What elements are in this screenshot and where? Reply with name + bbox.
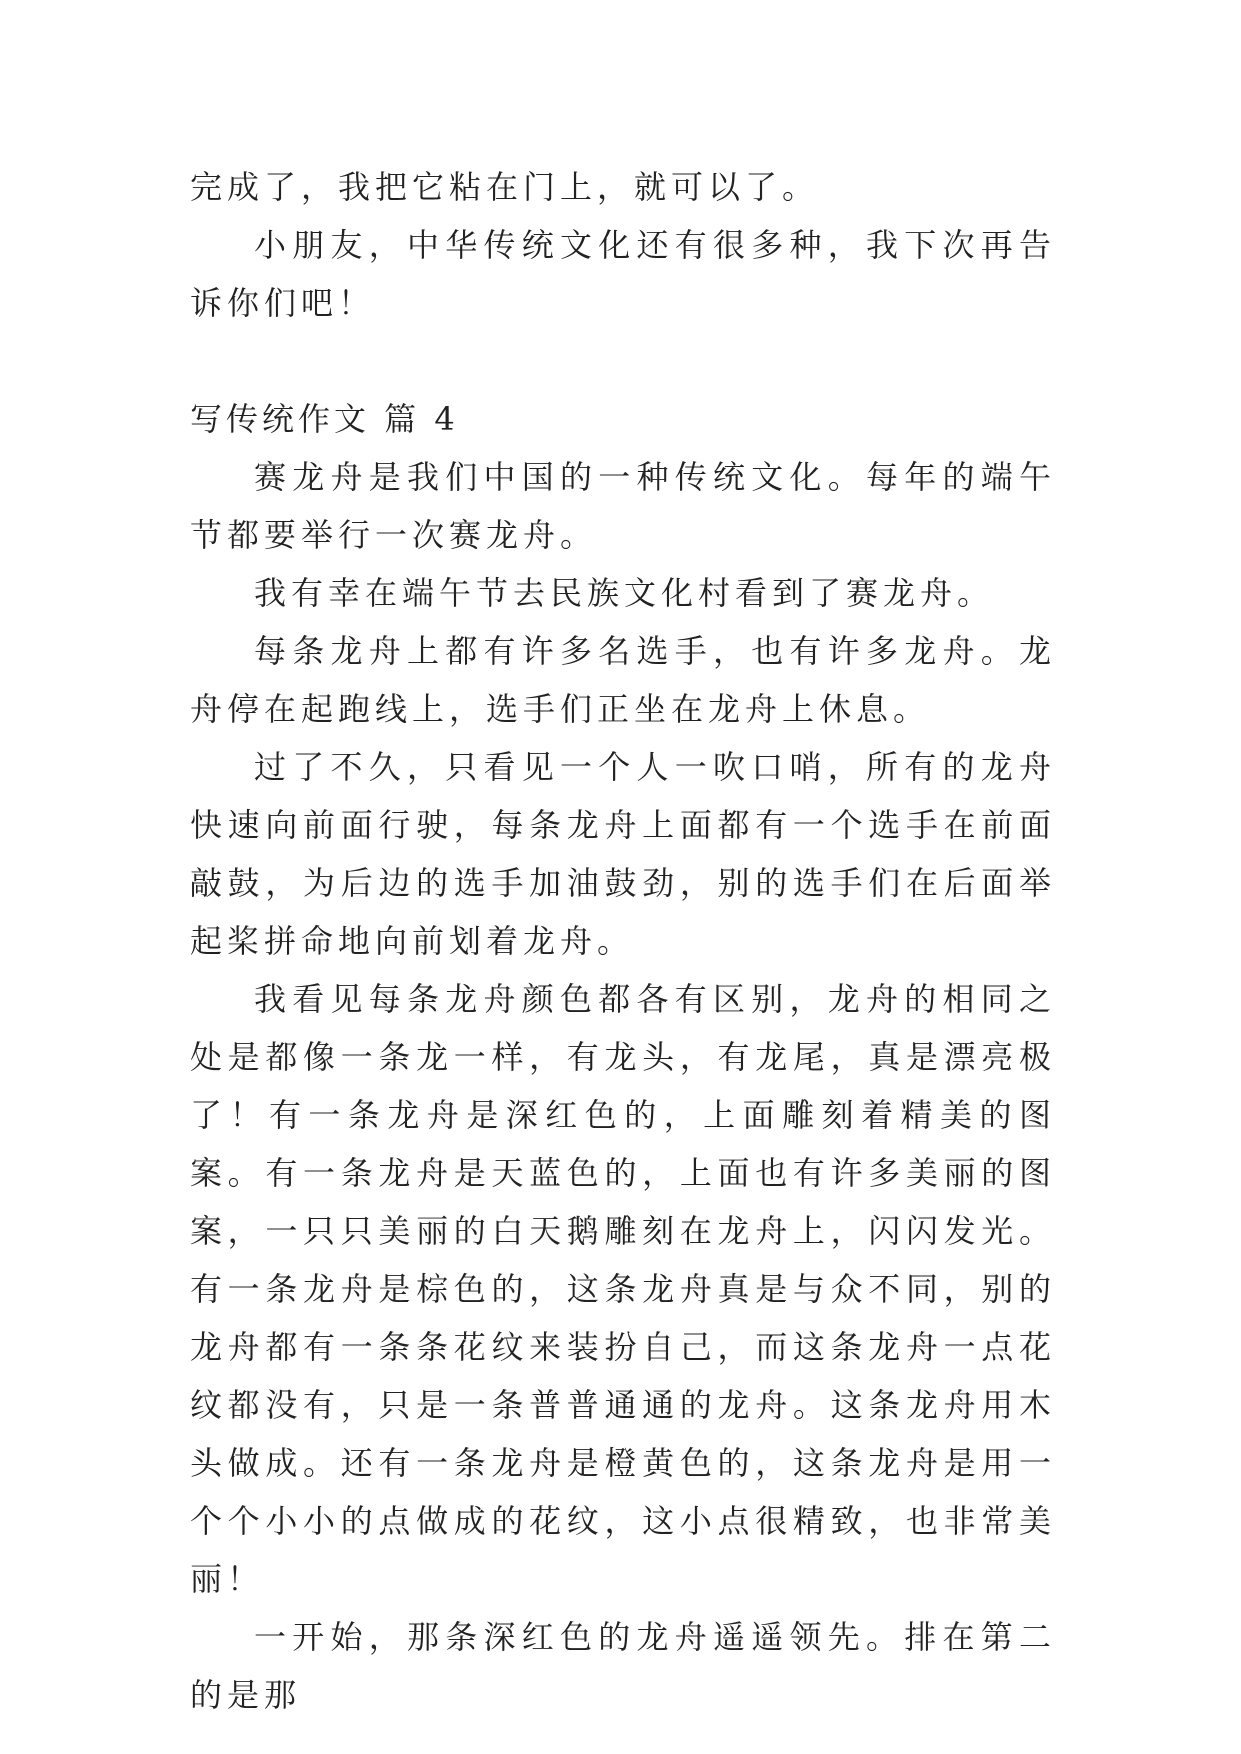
paragraph: 我有幸在端午节去民族文化村看到了赛龙舟。 (254, 574, 995, 612)
paragraph: 赛龙舟是我们中国的一种传统文化。每年的端午节都要举行一次赛龙舟。 (190, 458, 1056, 554)
section-heading: 写传统作文 篇 4 (190, 400, 459, 438)
paragraph: 过了不久，只看见一个人一吹口哨，所有的龙舟快速向前面行驶，每条龙舟上面都有一个选手在前面敲鼓，为后边的选手加油鼓劲，别的选手们在后面举起桨拼命地向前划着龙舟。 (190, 748, 1056, 960)
section-gap (190, 332, 1056, 390)
paragraph: 完成了，我把它粘在门上，就可以了。 (190, 168, 820, 206)
paragraph: 一开始，那条深红色的龙舟遥遥领先。排在第二的是那 (190, 1618, 1056, 1714)
document-body (190, 158, 1056, 1724)
paragraph: 小朋友，中华传统文化还有很多种，我下次再告诉你们吧！ (190, 226, 1056, 322)
paragraph: 我看见每条龙舟颜色都各有区别，龙舟的相同之处是都像一条龙一样，有龙头，有龙尾，真是漂亮极了！有一条龙舟是深红色的，上面雕刻着精美的图案。有一条龙舟是天蓝色的，上面也有许多美丽的图案，一只只美丽的白天鹅雕刻在龙舟上，闪闪发光。有一条龙舟是棕色的，这条龙舟真是与众不同，别的龙舟都有一条条花纹来装扮自己，而这条龙舟一点花纹都没有，只是一条普普通通的龙舟。这条龙舟用木头做成。还有一条龙舟是橙黄色的，这条龙舟是用一个个小小的点做成的花纹，这小点很精致，也非常美丽！ (190, 980, 1056, 1598)
paragraph: 每条龙舟上都有许多名选手，也有许多龙舟。龙舟停在起跑线上，选手们正坐在龙舟上休息。 (190, 632, 1056, 728)
